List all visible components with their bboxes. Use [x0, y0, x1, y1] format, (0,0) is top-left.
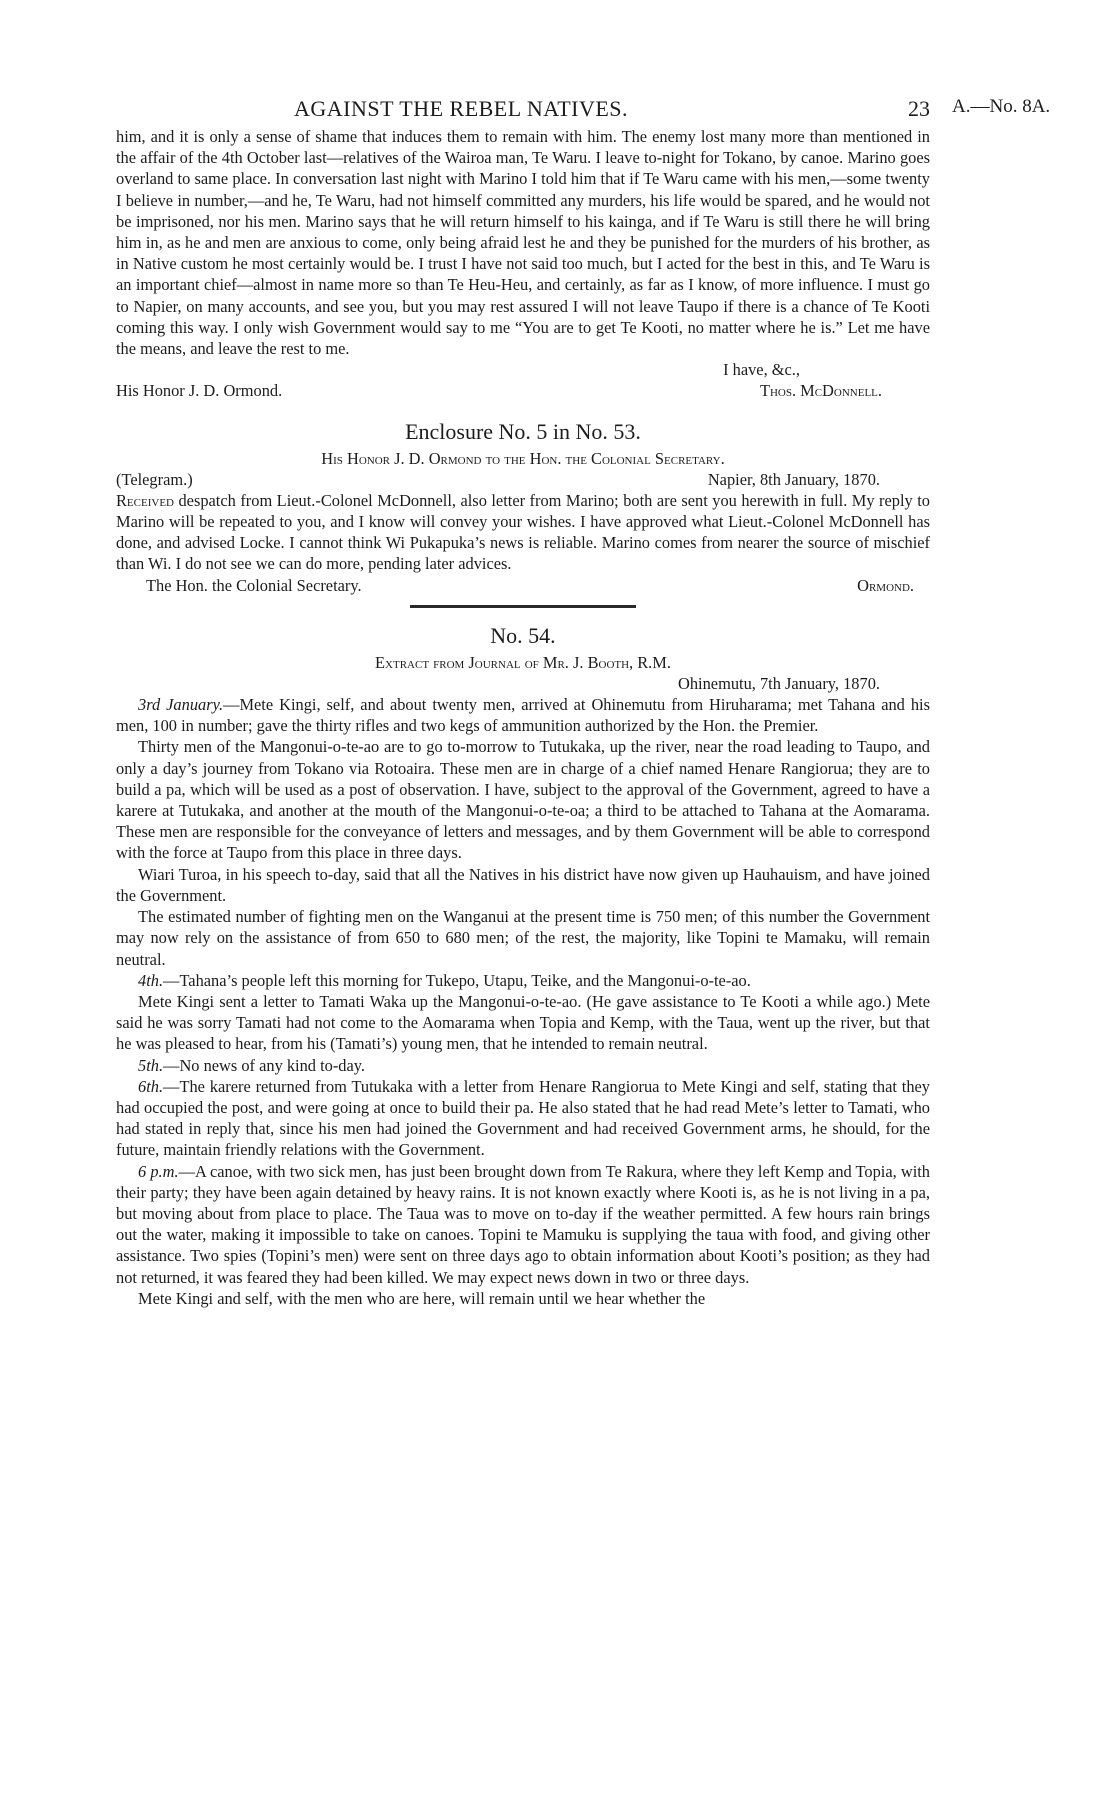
enclosure-subheading: His Honor J. D. Ormond to the Hon. the Colonial Secretary.: [321, 448, 725, 468]
letter-signature-row: [116, 380, 930, 401]
journal-paragraph: [116, 864, 930, 906]
journal-paragraph-text: —Mete Kingi, self, and about twenty men, arrived at Ohinemutu from Hiruharama; met Tahana and his men, 100 in number; gave the thirty rifles and two kegs of ammunition authorized by the Hon. the Premier.: [116, 695, 930, 736]
letter-closing: I have, &c.,: [723, 360, 800, 380]
running-head: [116, 96, 1051, 126]
letter-addressee: His Honor J. D. Ormond.: [116, 381, 283, 401]
enclosure-signature-row: [116, 575, 930, 596]
journal-paragraph-text: —Tahana’s people left this morning for Tukepo, Utapu, Teike, and the Mangonui-o-te-ao.: [163, 970, 751, 990]
letter-signature: Thos. McDonnell.: [759, 381, 882, 401]
journal-entry-date: 5th.: [138, 1055, 164, 1075]
journal-paragraph-text: Mete Kingi and self, with the men who are here, will remain until we hear whether the: [138, 1288, 706, 1308]
enclosure-body: despatch from Lieut.-Colonel McDonnell, also letter from Marino; both are sent you herewith in full. My reply to Marino will be repeated to you, and I know will convey your wishes. I have approved what Lieut.-Colonel McDonnell has done, and advised Locke. I cannot think Wi Pukapuka’s news is reliable. Marino comes from nearer the source of mischief than Wi. I do not see we can do more, pending later advices.: [116, 490, 930, 574]
journal-paragraph: [116, 991, 930, 1055]
document-page: [116, 96, 1051, 1309]
journal-paragraph: [116, 906, 930, 970]
telegram-header-row: [116, 469, 930, 490]
journal-entry-date: 3rd January.: [138, 695, 224, 715]
letter-continuation-text: him, and it is only a sense of shame that induces them to remain with him. The enemy lost many more than mentioned in the affair of the 4th October last—relatives of the Wairoa man, Te Waru. I leave to-night for Tokano, by canoe. Marino goes overland to same place. In conversation last night with Marino I told him that if Te Waru came with his men,—some twenty I believe in number,—and he, Te Waru, had not himself committed any murders, his life would be spared, and he would not be imprisoned, nor his men. Marino says that he will return himself to his kainga, and if Te Waru is still there he will bring him in, as he and men are anxious to come, only being afraid lest he and they be punished for the murders of his brother, as in Native custom he most certainly would be. I trust I have not said too much, but I acted for the best in this, and Te Waru is an important chief—almost in name more so than Te Heu-Heu, and certainly, as far as I know, of more influence. I must go to Napier, on many accounts, and see you, but you may rest assured I will not leave Taupo if there is a chance of Te Kooti coming this way. I only wish Government would say to me “You are to get Te Kooti, no matter where he is.” Let me have the means, and leave the rest to me.: [116, 127, 930, 359]
journal-paragraph-text: —No news of any kind to-day.: [163, 1055, 366, 1075]
journal-paragraph: [116, 1076, 930, 1161]
paper-reference: A.—No. 8A.: [952, 96, 1051, 117]
journal-paragraph: [116, 736, 930, 863]
journal-paragraph: [116, 970, 930, 991]
journal-paragraph-text: Thirty men of the Mangonui-o-te-ao are to go to-morrow to Tutukaka, up the river, near the road leading to Taupo, and only a day’s journey from Tokano via Rotoaira. These men are in charge of a chief named Henare Rangiorua; they are to build a pa, which will be used as a post of observation. I have, subject to the approval of the Government, agreed to have a karere at Tutukaka, and another at the mouth of the Mangonui-o-te-oa; a third to be attached to Tahana at the Aomarama. These men are responsible for the conveyance of letters and messages, and by them Government will be able to correspond with the force at Taupo from this place in three days.: [116, 737, 930, 863]
telegram-label: (Telegram.): [116, 469, 193, 489]
enclosure-text: [116, 490, 930, 575]
enclosure-addressee: The Hon. the Colonial Secretary.: [146, 575, 362, 595]
journal-paragraph-text: —The karere returned from Tutukaka with a letter from Henare Rangiorua to Mete Kingi and self, stating that they had occupied the post, and were going at once to build their pa. He also stated that he had read Mete’s letter to Tamati, who had stated in reply that, since his men had joined the Government and had received Government arms, he should, for the future, maintain friendly relations with the Government.: [116, 1076, 930, 1160]
section-divider-rule: [410, 605, 636, 608]
journal-paragraph-text: —A canoe, with two sick men, has just been brought down from Te Rakura, where they left Kemp and Topia, with their party; they have been again detained by heavy rains. It is not known exactly where Kooti is, as he is not living in a pa, but moving about from place to place. The Taua was to move on to-day if the weather permitted. A few hours rain brings out the water, making it impossible to take on canoes. Topini te Mamuku is supplying the taua with food, and giving other assistance. Two spies (Topini’s men) were sent on three days ago to obtain information about Kooti’s position; as they had not returned, it was feared they had been killed. We may expect news down in two or three days.: [116, 1161, 930, 1287]
enclosure-place-date: Napier, 8th January, 1870.: [707, 469, 880, 489]
section-subheading: Extract from Journal of Mr. J. Booth, R.M.: [375, 652, 671, 672]
journal-paragraph: [116, 1161, 930, 1288]
journal-entry-date: 6 p.m.: [138, 1161, 179, 1181]
journal-entry-date: 6th.: [138, 1076, 164, 1096]
page-number: 23: [908, 96, 930, 121]
section-heading: No. 54.: [490, 622, 556, 648]
running-head-title: AGAINST THE REBEL NATIVES.: [294, 96, 629, 121]
document-body: [116, 126, 930, 1309]
enclosure-heading: Enclosure No. 5 in No. 53.: [405, 418, 641, 444]
enclosure-signature: Ormond.: [857, 575, 914, 595]
journal-paragraph: [116, 694, 930, 736]
enclosure-lead-word: Received: [116, 490, 174, 510]
journal-entry-date: 4th.: [138, 970, 164, 990]
journal-paragraph-text: The estimated number of fighting men on the Wanganui at the present time is 750 men; of this number the Government may now rely on the assistance of from 650 to 680 men; of the rest, the majority, like Topini te Mamaku, will remain neutral.: [116, 907, 930, 969]
journal-paragraph-text: Wiari Turoa, in his speech to-day, said that all the Natives in his district have now given up Hauhauism, and have joined the Government.: [116, 864, 930, 905]
journal-entries: [116, 694, 930, 1309]
journal-paragraph-text: Mete Kingi sent a letter to Tamati Waka up the Mangonui-o-te-ao. (He gave assistance to Te Kooti a while ago.) Mete said he was sorry Tamati had not come to the Aomarama when Topia and Kemp, with the Taua, went up the river, but that he was pleased to hear, from his (Tamati’s) young men, that he intended to remain neutral.: [116, 991, 930, 1054]
section-place-date: Ohinemutu, 7th January, 1870.: [678, 673, 880, 693]
journal-paragraph: [116, 1055, 930, 1076]
journal-paragraph: [116, 1288, 930, 1309]
